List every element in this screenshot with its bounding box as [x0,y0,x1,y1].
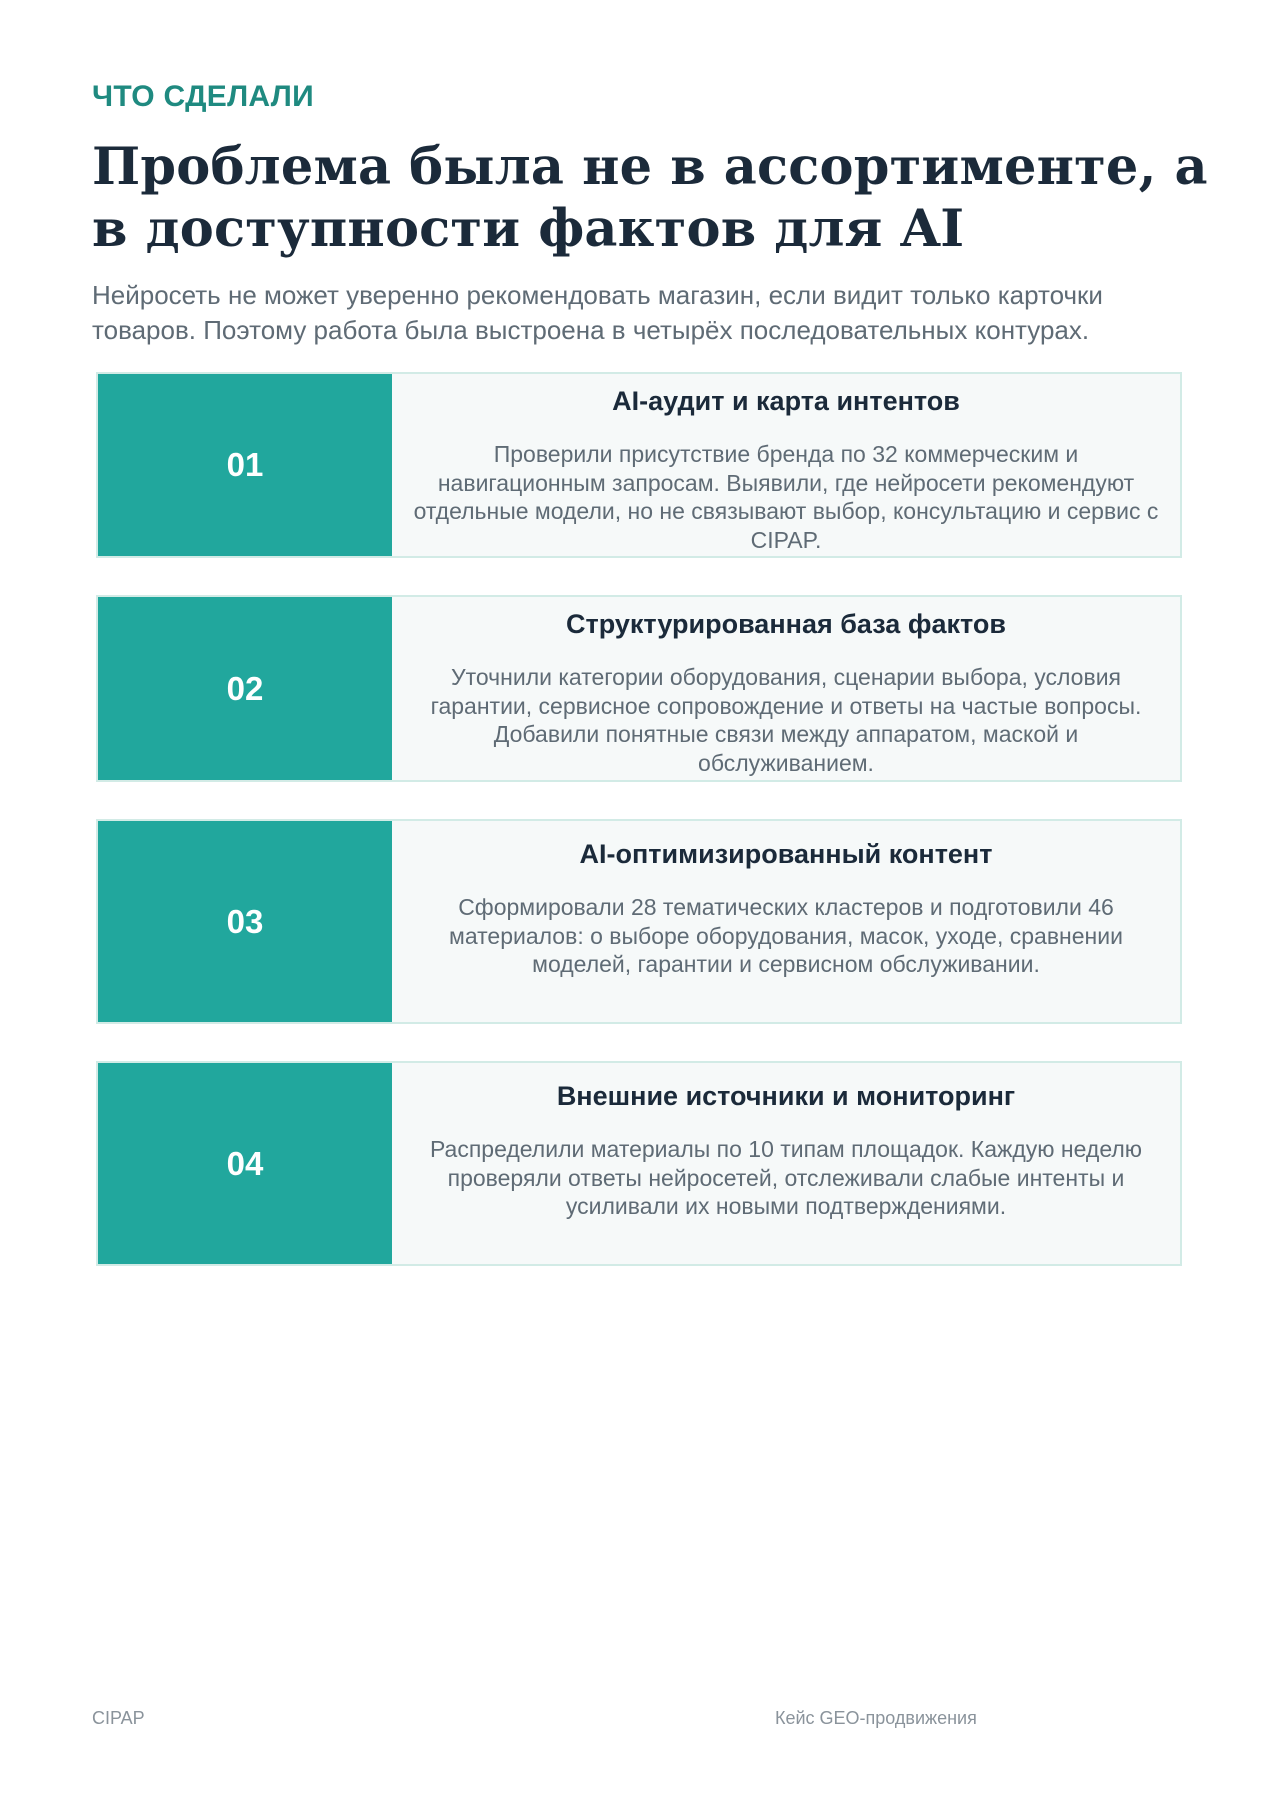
step-content [392,821,1180,1022]
footer-caption: Кейс GEO-продвижения [775,1708,977,1728]
footer-brand: CIPAP [92,1708,145,1728]
steps-list [96,372,1182,1303]
step-card [96,819,1182,1024]
step-title: AI-оптимизированный контент [579,839,993,869]
step-description: Уточнили категории оборудования, сценарии выбора, условия гарантии, сервисное сопровождение и ответы на частые вопросы. Добавили понятные связи между аппаратом, маской и обслуживанием. [430,664,1142,776]
step-title: Внешние источники и мониторинг [556,1081,1016,1111]
step-content [392,1063,1180,1264]
step-title: Структурированная база фактов [566,609,1006,639]
step-description: Распределили материалы по 10 типам площадок. Каждую неделю проверяли ответы нейросетей, отслеживали слабые интенты и усиливали их новыми подтверждениями. [429,1136,1143,1219]
page-title: Проблема была не в ассортименте, а в доступности фактов для AI [92,137,1208,259]
step-card [96,595,1182,782]
step-number-badge: 02 [98,597,392,780]
step-description: Сформировали 28 тематических кластеров и подготовили 46 материалов: о выборе оборудования, масок, уходе, сравнении моделей, гарантии и сервисном обслуживании. [449,894,1123,977]
step-card [96,372,1182,558]
step-number-badge: 04 [98,1063,392,1264]
page-subtitle: Нейросеть не может уверенно рекомендовать магазин, если видит только карточки товаров. Поэтому работа была выстроена в четырёх последовательных контурах. [92,280,1103,345]
step-content [392,374,1180,556]
step-content [392,597,1180,780]
section-eyebrow: ЧТО СДЕЛАЛИ [92,80,314,113]
step-title: AI-аудит и карта интентов [612,386,960,416]
step-number-badge: 03 [98,821,392,1022]
step-description: Проверили присутствие бренда по 32 коммерческим и навигационным запросам. Выявили, где нейросети рекомендуют отдельные модели, но не связывают выбор, консультацию и сервис с CIPAP. [413,441,1159,553]
step-card [96,1061,1182,1266]
step-number-badge: 01 [98,374,392,556]
